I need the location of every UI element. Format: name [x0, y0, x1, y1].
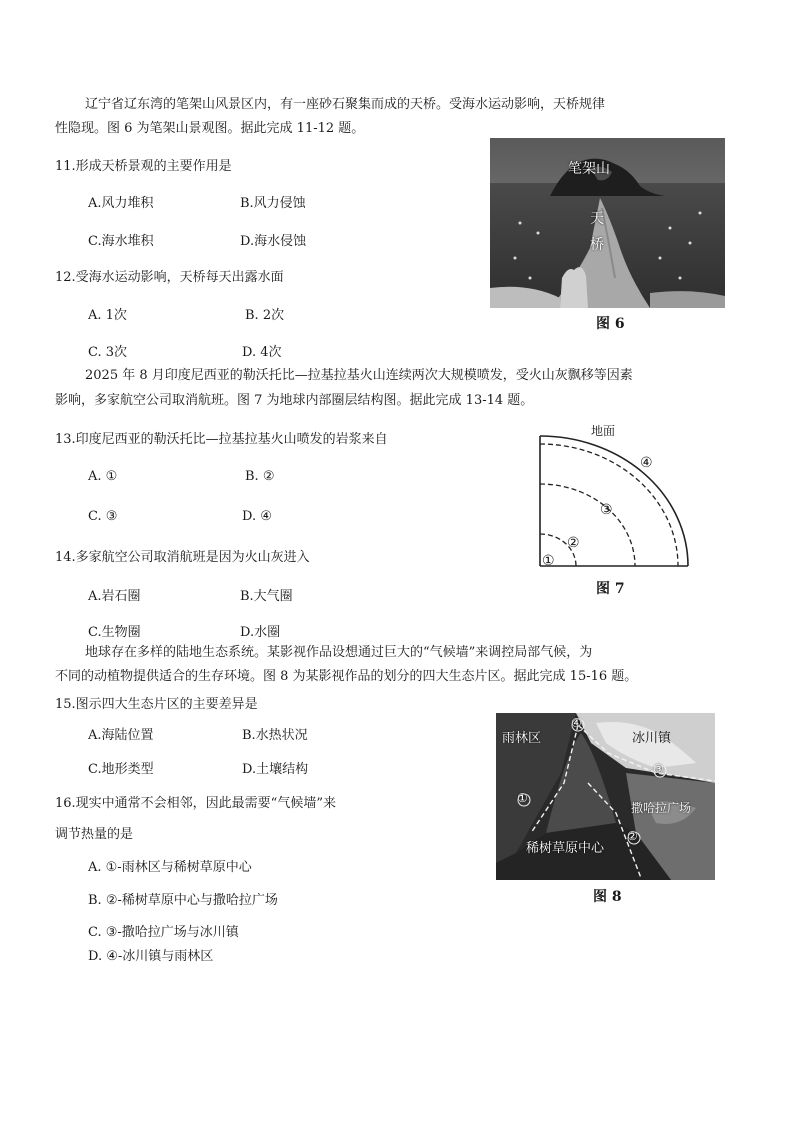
- q16-option-c[interactable]: C. ③-撒哈拉广场与冰川镇: [88, 925, 239, 940]
- figure-8-label-rainforest: 雨林区: [502, 731, 542, 746]
- q14-option-b[interactable]: B.大气圈: [240, 589, 293, 604]
- figure-7-diagram: [535, 430, 695, 570]
- question-13-stem: 13.印度尼西亚的勒沃托比—拉基拉基火山喷发的岩浆来自: [55, 432, 388, 447]
- figure-6-caption: 图 6: [596, 316, 625, 332]
- q11-option-c[interactable]: C.海水堆积: [88, 234, 154, 249]
- intro-3-line-2: 不同的动植物提供适合的生存环境。图 8 为某影视作品的划分的四大生态片区。据此完成 15-16 题。: [55, 669, 638, 684]
- question-16-stem-line-2: 调节热量的是: [55, 827, 134, 842]
- intro-1-line-2: 性隐现。图 6 为笔架山景观图。据此完成 11-12 题。: [55, 121, 365, 136]
- figure-7-ground-arc: [540, 436, 688, 566]
- figure-7-layer-4: ④: [640, 455, 653, 471]
- q16-option-b[interactable]: B. ②-稀树草原中心与撒哈拉广场: [88, 893, 278, 908]
- q16-option-a[interactable]: A. ①-雨林区与稀树草原中心: [88, 860, 252, 875]
- q14-option-a[interactable]: A.岩石圈: [88, 589, 141, 604]
- figure-7-layer-1: ①: [542, 553, 555, 569]
- figure-8-marker-1: ①: [517, 791, 528, 805]
- q11-option-d[interactable]: D.海水侵蚀: [240, 234, 307, 249]
- figure-8-label-glacier: 冰川镇: [632, 731, 672, 746]
- intro-2-line-2: 影响，多家航空公司取消航班。图 7 为地球内部圈层结构图。据此完成 13-14 题。: [55, 393, 534, 408]
- q13-option-a[interactable]: A. ①: [88, 469, 118, 484]
- q15-option-a[interactable]: A.海陆位置: [88, 728, 154, 743]
- question-11-stem: 11.形成天桥景观的主要作用是: [55, 159, 232, 174]
- intro-1-line-1: 辽宁省辽东湾的笔架山风景区内，有一座砂石聚集而成的天桥。受海水运动影响，天桥规律: [85, 97, 606, 112]
- q13-option-b[interactable]: B. ②: [245, 469, 275, 484]
- q15-option-c[interactable]: C.地形类型: [88, 762, 154, 777]
- q14-option-d[interactable]: D.水圈: [240, 625, 281, 640]
- figure-8-caption: 图 8: [593, 889, 622, 905]
- intro-3-line-1: 地球存在多样的陆地生态系统。某影视作品设想通过巨大的“气候墙”来调控局部气候，为: [85, 645, 593, 660]
- question-12-stem: 12.受海水运动影响，天桥每天出露水面: [55, 270, 284, 285]
- figure-8-label-sahara: 撒哈拉广场: [631, 801, 692, 815]
- figure-8-marker-3: ③: [653, 762, 664, 776]
- figure-7-caption: 图 7: [596, 581, 625, 597]
- q13-option-c[interactable]: C. ③: [88, 509, 118, 524]
- q14-option-c[interactable]: C.生物圈: [88, 625, 141, 640]
- question-16-stem-line-1: 16.现实中通常不会相邻，因此最需要“气候墙”来: [55, 796, 336, 811]
- q15-option-d[interactable]: D.土壤结构: [242, 762, 309, 777]
- intro-2-line-1: 2025 年 8 月印度尼西亚的勒沃托比—拉基拉基火山连续两次大规模喷发，受火山灰飘移等因素: [85, 368, 633, 383]
- q16-option-d[interactable]: D. ④-冰川镇与雨林区: [88, 949, 214, 964]
- question-15-stem: 15.图示四大生态片区的主要差异是: [55, 697, 258, 712]
- figure-6-photo: [490, 138, 725, 308]
- figure-8-photo: [496, 713, 715, 880]
- figure-6-label-mountain: 笔架山: [568, 161, 610, 177]
- figure-8-label-savanna: 稀树草原中心: [526, 841, 605, 856]
- figure-8-marker-4: ④: [571, 716, 582, 730]
- question-14-stem: 14.多家航空公司取消航班是因为火山灰进入: [55, 550, 310, 565]
- figure-8-marker-2: ②: [627, 829, 638, 843]
- figure-7-ground-label: 地面: [591, 424, 616, 438]
- q13-option-d[interactable]: D. ④: [242, 509, 272, 524]
- figure-6-label-bridge-2: 桥: [590, 237, 604, 253]
- q11-option-b[interactable]: B.风力侵蚀: [240, 196, 306, 211]
- figure-6-label-bridge-1: 天: [590, 211, 604, 227]
- q12-option-b[interactable]: B. 2次: [245, 308, 285, 323]
- q15-option-b[interactable]: B.水热状况: [242, 728, 308, 743]
- q11-option-a[interactable]: A.风力堆积: [88, 196, 154, 211]
- q12-option-d[interactable]: D. 4次: [242, 345, 282, 360]
- figure-7-layer-2: ②: [567, 535, 580, 551]
- q12-option-c[interactable]: C. 3次: [88, 345, 128, 360]
- figure-7-layer-3: ③: [600, 502, 613, 518]
- q12-option-a[interactable]: A. 1次: [88, 308, 127, 323]
